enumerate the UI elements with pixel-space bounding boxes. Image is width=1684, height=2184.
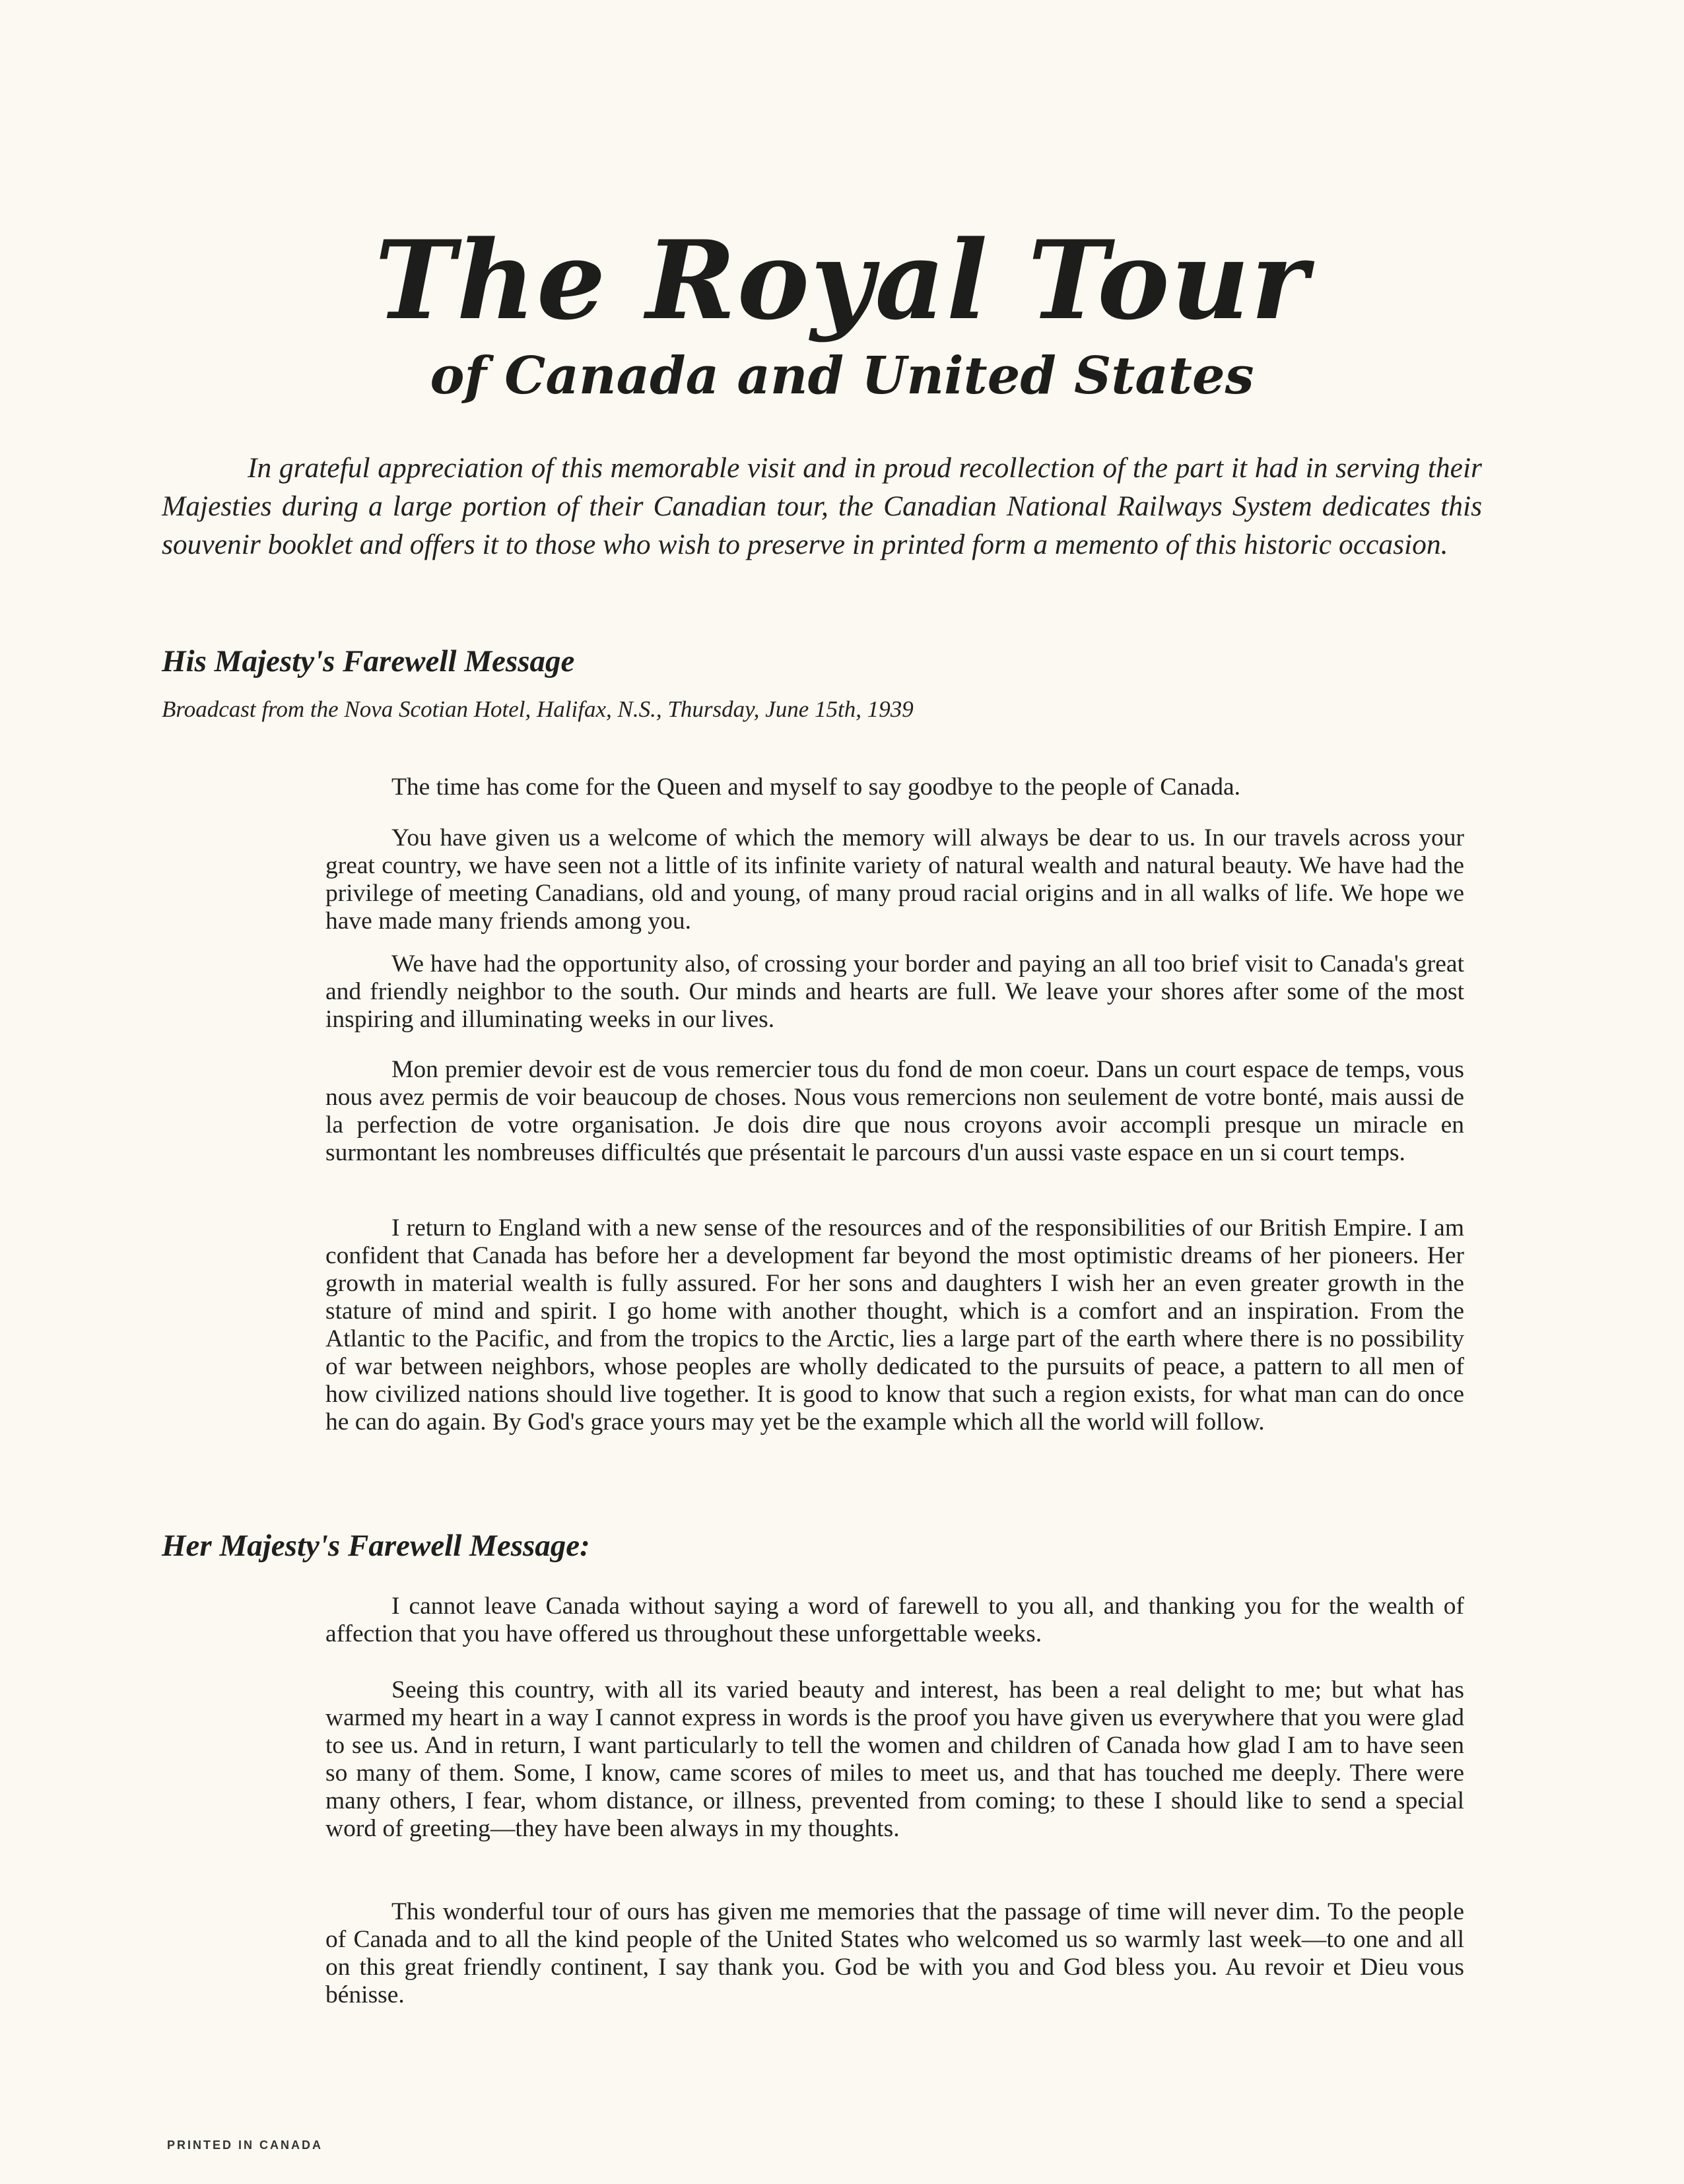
king-paragraph-3: We have had the opportunity also, of crossing your border and paying an all too brief visit to Canada's great and friendly neighbor to the south. Our minds and hearts are full. We leave your shores after some of the most inspiring and illuminating weeks in our lives. bbox=[325, 950, 1464, 1033]
queen-paragraph-1: I cannot leave Canada without saying a word of farewell to you all, and thanking you for the wealth of affection that you have offered us throughout these unforgettable weeks. bbox=[325, 1593, 1464, 1647]
king-paragraph-5: I return to England with a new sense of the resources and of the responsibilities of our British Empire. I am confident that Canada has before her a development far beyond the most optimistic dreams of her pioneers. Her growth in material wealth is fully assured. For her sons and daughters I wish her an even greater growth in the stature of mind and spirit. I go home with another thought, which is a comfort and an inspiration. From the Atlantic to the Pacific, and from the tropics to the Arctic, lies a large part of the earth where there is no possibility of war between neighbors, whose peoples are wholly dedicated to the pursuits of peace, a pattern to all men of how civilized nations should live together. It is good to know that such a region exists, for what man can do once he can do again. By God's grace yours may yet be the example which all the world will follow. bbox=[325, 1214, 1464, 1436]
queen-paragraph-3: This wonderful tour of ours has given me memories that the passage of time will never dim. To the people of Canada and to all the kind people of the United States who welcomed us so warmly last week—to one and all on this great friendly continent, I say thank you. God be with you and God bless you. Au revoir et Dieu vous bénisse. bbox=[325, 1898, 1464, 2008]
broadcast-note: Broadcast from the Nova Scotian Hotel, Halifax, N.S., Thursday, June 15th, 1939 bbox=[162, 696, 914, 722]
queen-message-heading: Her Majesty's Farewell Message: bbox=[162, 1529, 590, 1563]
queen-paragraph-2: Seeing this country, with all its varied beauty and interest, has been a real delight to me; but what has warmed my heart in a way I cannot express in words is the proof you have given us everywhere that you were glad to see us. And in return, I want particularly to tell the women and children of Canada how glad I am to have seen so many of them. Some, I know, came scores of miles to meet us, and that has touched me deeply. There were many others, I fear, whom distance, or illness, prevented from coming; to these I should like to send a special word of greeting—they have been always in my thoughts. bbox=[325, 1676, 1464, 1842]
king-paragraph-4: Mon premier devoir est de vous remercier tous du fond de mon coeur. Dans un court espace de temps, vous nous avez permis de voir beaucoup de choses. Nous vous remercions non seulement de votre bonté, mais aussi de la perfection de votre organisation. Je dois dire que nous croyons avoir accompli presque un miracle en surmontant les nombreuses difficultés que présentait le parcours d'un aussi vaste espace en un si court temps. bbox=[325, 1056, 1464, 1166]
king-message-heading: His Majesty's Farewell Message bbox=[162, 644, 575, 678]
page-subtitle: of Canada and United States bbox=[430, 345, 1254, 406]
king-paragraph-1: The time has come for the Queen and myself to say goodbye to the people of Canada. bbox=[391, 774, 1241, 801]
printed-in-note: PRINTED IN CANADA bbox=[167, 2138, 323, 2152]
king-paragraph-2: You have given us a welcome of which the memory will always be dear to us. In our travels across your great country, we have seen not a little of its infinite variety of natural wealth and natural beauty. We have had the privilege of meeting Canadians, old and young, of many proud racial origins and in all walks of life. We hope we have made many friends among you. bbox=[325, 824, 1464, 935]
dedication-paragraph: In grateful appreciation of this memorable visit and in proud recollection of the part it had in serving their Majesties during a large portion of their Canadian tour, the Canadian National Railways System dedicates this souvenir booklet and offers it to those who wish to preserve in printed form a memento of this historic occasion. bbox=[162, 452, 1482, 560]
page-title: The Royal Tour bbox=[374, 216, 1310, 344]
